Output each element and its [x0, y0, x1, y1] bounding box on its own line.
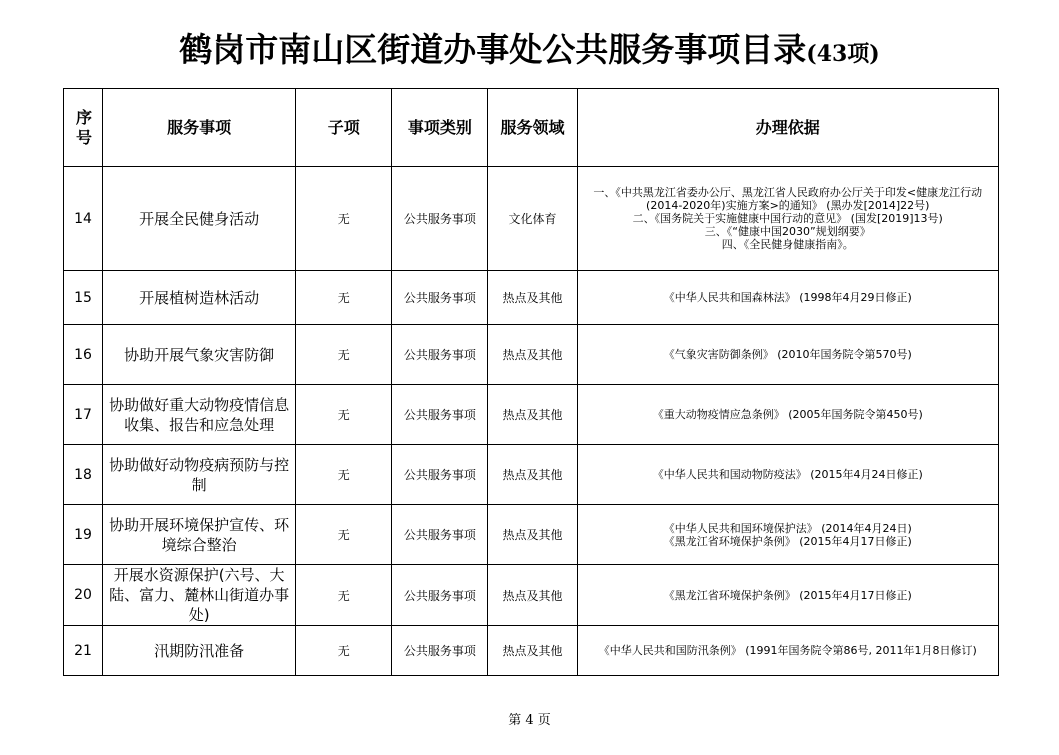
cell-field: 文化体育: [488, 167, 577, 271]
cell-subitem: 无: [296, 167, 392, 271]
page-title: [0, 28, 1059, 76]
cell-basis: [577, 565, 998, 626]
cell-field: 热点及其他: [488, 385, 577, 445]
cell-subitem: 无: [296, 626, 392, 676]
cell-category: 公共服务事项: [392, 385, 488, 445]
cell-subitem: 无: [296, 445, 392, 505]
cell-basis: [577, 505, 998, 565]
header-field: 服务领域: [488, 89, 577, 167]
cell-field: 热点及其他: [488, 565, 577, 626]
cell-service-name: 协助做好动物疫病预防与控制: [103, 445, 296, 505]
table-body: [64, 167, 999, 676]
header-type: 事项类别: [392, 89, 488, 167]
basis-line: 四、《全民健身健康指南》。: [721, 238, 854, 251]
cell-basis: [577, 325, 998, 385]
cell-field: 热点及其他: [488, 626, 577, 676]
service-catalog-table: [63, 88, 999, 676]
basis-line: 《中华人民共和国环境保护法》 (2014年4月24日): [663, 521, 912, 535]
cell-subitem: 无: [296, 385, 392, 445]
table-row: [64, 445, 999, 505]
cell-seq: 17: [64, 385, 103, 445]
cell-seq: 21: [64, 626, 103, 676]
basis-line: 一、《中共黑龙江省委办公厅、黑龙江省人民政府办公厅关于印发<健康龙江行动(2014-2020年)实施方案>的通知》 (黑办发[2014]22号): [593, 186, 983, 212]
cell-field: 热点及其他: [488, 325, 577, 385]
table-row: [64, 167, 999, 271]
cell-service-name: 协助做好重大动物疫情信息收集、报告和应急处理: [103, 385, 296, 445]
cell-service-name: 协助开展环境保护宣传、环境综合整治: [103, 505, 296, 565]
cell-field: 热点及其他: [488, 445, 577, 505]
cell-subitem: 无: [296, 271, 392, 325]
table-header-row: [64, 89, 999, 167]
basis-line: 《中华人民共和国动物防疫法》 (2015年4月24日修正): [652, 468, 923, 481]
cell-service-name: 开展植树造林活动: [103, 271, 296, 325]
cell-seq: 18: [64, 445, 103, 505]
cell-seq: 15: [64, 271, 103, 325]
table-row: [64, 271, 999, 325]
basis-line: 二、《国务院关于实施健康中国行动的意见》 (国发[2019]13号): [632, 212, 943, 225]
basis-line: 《中华人民共和国森林法》 (1998年4月29日修正): [663, 291, 912, 304]
basis-line: 《气象灾害防御条例》 (2010年国务院令第570号): [663, 348, 912, 361]
cell-field: 热点及其他: [488, 271, 577, 325]
title-main: 鹤岗市南山区街道办事处公共服务事项目录: [179, 30, 807, 69]
cell-service-name: 开展水资源保护(六号、大陆、富力、麓林山街道办事处): [103, 565, 296, 626]
title-count: (43项): [806, 41, 880, 67]
cell-basis: [577, 626, 998, 676]
header-seq: 序号: [64, 89, 103, 167]
basis-line: 《黑龙江省环境保护条例》 (2015年4月17日修正): [663, 534, 912, 548]
cell-category: 公共服务事项: [392, 565, 488, 626]
cell-field: 热点及其他: [488, 505, 577, 565]
cell-basis: [577, 167, 998, 271]
cell-seq: 14: [64, 167, 103, 271]
cell-subitem: 无: [296, 565, 392, 626]
cell-seq: 20: [64, 565, 103, 626]
basis-line: 《中华人民共和国防汛条例》 (1991年国务院令第86号, 2011年1月8日修订): [598, 644, 977, 657]
cell-service-name: 开展全民健身活动: [103, 167, 296, 271]
table-row: [64, 325, 999, 385]
cell-category: 公共服务事项: [392, 167, 488, 271]
table-row: [64, 385, 999, 445]
cell-subitem: 无: [296, 505, 392, 565]
cell-category: 公共服务事项: [392, 445, 488, 505]
cell-basis: [577, 445, 998, 505]
cell-subitem: 无: [296, 325, 392, 385]
cell-service-name: 汛期防汛准备: [103, 626, 296, 676]
cell-category: 公共服务事项: [392, 626, 488, 676]
table-row: [64, 505, 999, 565]
header-basis: 办理依据: [577, 89, 998, 167]
cell-category: 公共服务事项: [392, 271, 488, 325]
header-sub: 子项: [296, 89, 392, 167]
cell-basis: [577, 271, 998, 325]
basis-line: 《重大动物疫情应急条例》 (2005年国务院令第450号): [652, 408, 923, 421]
cell-category: 公共服务事项: [392, 505, 488, 565]
header-name: 服务事项: [103, 89, 296, 167]
table-row: [64, 565, 999, 626]
cell-seq: 19: [64, 505, 103, 565]
cell-service-name: 协助开展气象灾害防御: [103, 325, 296, 385]
page-number: 第 4 页: [508, 713, 551, 728]
basis-line: 三、《“健康中国2030”规划纲要》: [704, 225, 871, 238]
table-row: [64, 626, 999, 676]
cell-basis: [577, 385, 998, 445]
basis-line: 《黑龙江省环境保护条例》 (2015年4月17日修正): [663, 588, 912, 602]
cell-seq: 16: [64, 325, 103, 385]
cell-category: 公共服务事项: [392, 325, 488, 385]
